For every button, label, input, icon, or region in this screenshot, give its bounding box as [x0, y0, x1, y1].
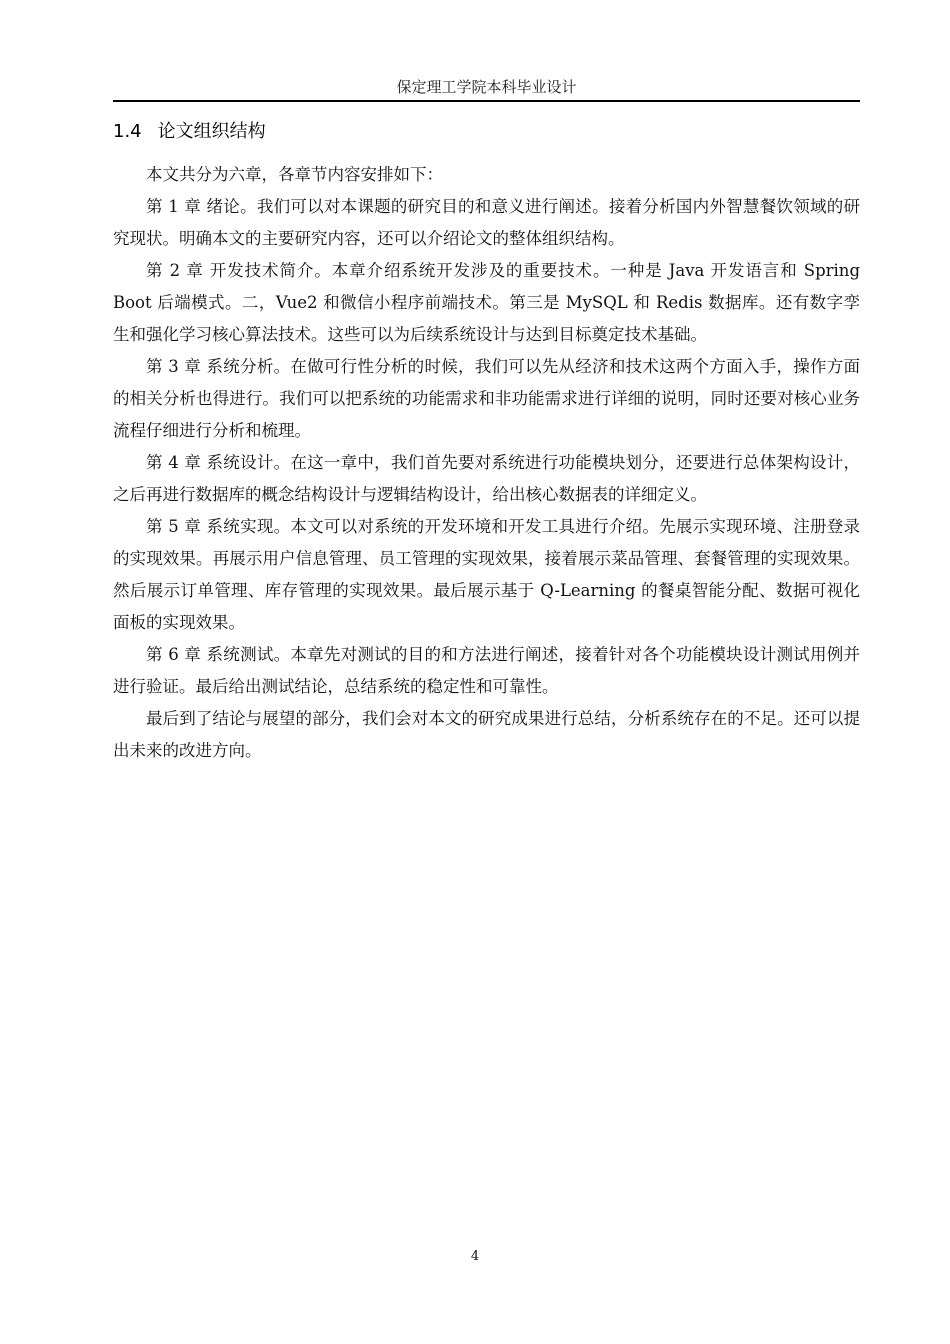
page-number: 4	[470, 1249, 480, 1264]
paragraph-intro: 本文共分为六章，各章节内容安排如下：	[146, 165, 443, 184]
body-text	[113, 159, 860, 767]
paragraph-chapter-2: 第 2 章 开发技术简介。本章介绍系统开发涉及的重要技术。一种是 Java 开发语言和 Spring Boot 后端模式。二，Vue2 和微信小程序前端技术。第三是 MySQL 和 Redis 数据库。还有数字孪生和强化学习核心算法技术。这些可以为后续系统设计与达到目标奠定技术基础。	[113, 261, 860, 344]
paragraph-chapter-5: 第 5 章 系统实现。本文可以对系统的开发环境和开发工具进行介绍。先展示实现环境、注册登录的实现效果。再展示用户信息管理、员工管理的实现效果，接着展示菜品管理、套餐管理的实现效果。然后展示订单管理、库存管理的实现效果。最后展示基于 Q-Learning 的餐桌智能分配、数据可视化面板的实现效果。	[113, 517, 860, 632]
paragraph-conclusion: 最后到了结论与展望的部分，我们会对本文的研究成果进行总结，分析系统存在的不足。还可以提出未来的改进方向。	[113, 709, 860, 760]
section-heading	[113, 118, 266, 146]
paragraph-chapter-3: 第 3 章 系统分析。在做可行性分析的时候，我们可以先从经济和技术这两个方面入手，操作方面的相关分析也得进行。我们可以把系统的功能需求和非功能需求进行详细的说明，同时还要对核心业务流程仔细进行分析和梳理。	[113, 357, 860, 440]
paragraph-chapter-1: 第 1 章 绪论。我们可以对本课题的研究目的和意义进行阐述。接着分析国内外智慧餐饮领域的研究现状。明确本文的主要研究内容，还可以介绍论文的整体组织结构。	[113, 197, 860, 248]
section-title: 论文组织结构	[157, 121, 266, 142]
paragraph-chapter-6: 第 6 章 系统测试。本章先对测试的目的和方法进行阐述，接着针对各个功能模块设计测试用例并进行验证。最后给出测试结论，总结系统的稳定性和可靠性。	[113, 645, 860, 696]
section-number: 1.4	[113, 121, 142, 142]
paragraph-chapter-4: 第 4 章 系统设计。在这一章中，我们首先要对系统进行功能模块划分，还要进行总体架构设计，之后再进行数据库的概念结构设计与逻辑结构设计，给出核心数据表的详细定义。	[113, 453, 860, 504]
header-rule	[113, 100, 860, 102]
running-header: 保定理工学院本科毕业设计	[396, 78, 577, 96]
